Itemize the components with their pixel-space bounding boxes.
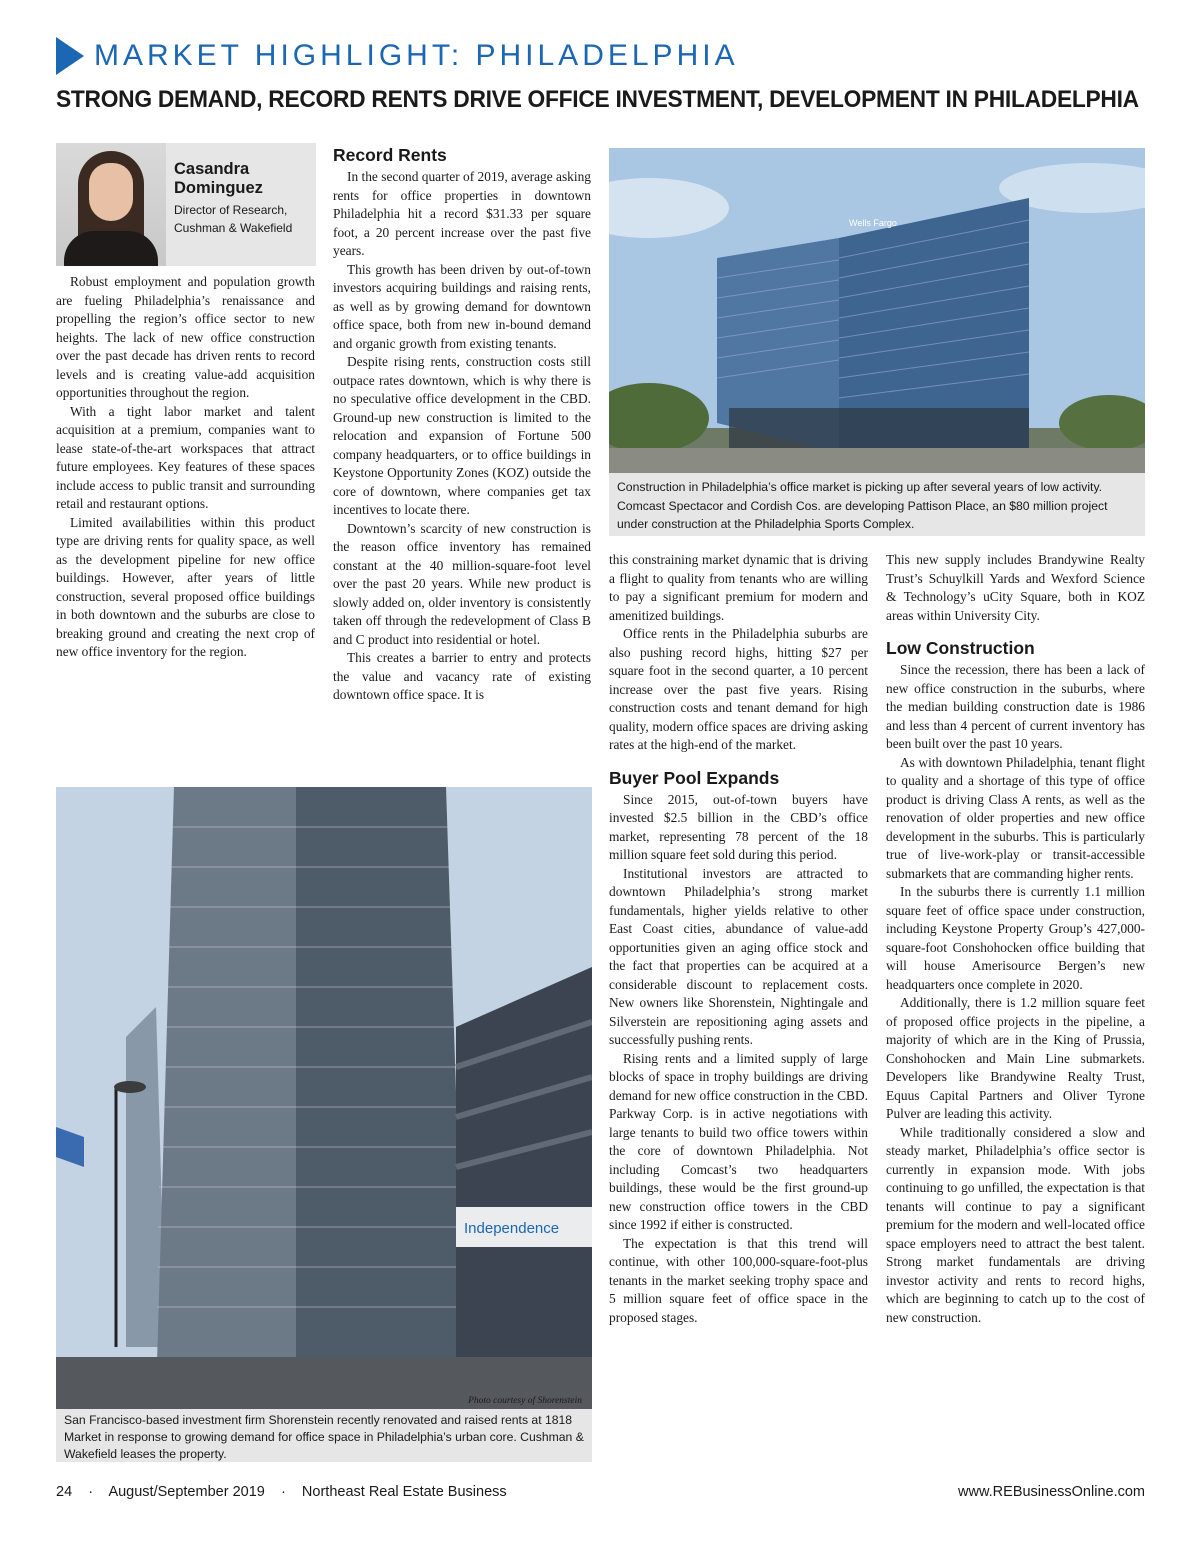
paragraph: Despite rising rents, construction costs still outpace rates downtown, which is why there is no speculative office development in the CBD. Ground-up new construction is limited to the relocation and expansion of Fortune 500 company headquarters, or to office buildings in Keystone Opportunity Zones (KOZ) outside the core of downtown, where companies get tax incentives to locate there. (333, 354, 591, 517)
paragraph: This new supply includes Brandywine Realty Trust’s Schuylkill Yards and Wexford Science & Technology’s uCity Square, both in KOZ areas within University City. (886, 552, 1145, 623)
paragraph: Since 2015, out-of-town buyers have invested $2.5 billion in the CBD’s office market, representing 78 percent of the 18 million square feet sold during this period. (609, 791, 868, 862)
column-4 (886, 551, 1145, 1327)
author-photo (56, 143, 166, 266)
paragraph: The expectation is that this trend will continue, with other 100,000-square-foot-plus tenants in the market seeking trophy space and 5 million square feet of office space in the proposed stages. (609, 1235, 868, 1325)
column-3 (609, 551, 868, 1327)
paragraph: Since the recession, there has been a lack of new office construction in the suburbs, where the median building construction date is 1986 and less than 4 percent of current inventory has been built over the past 10 years. (886, 662, 1145, 751)
photo-bottom-caption: San Francisco-based investment firm Shorenstein recently renovated and raised rents at 1818 Market in response to growing demand for office space in Philadelphia’s urban core. Cushman & Wakefield leases the property. (56, 1409, 592, 1462)
photo-pattison-place-image (609, 148, 1145, 473)
footer-left (56, 1484, 507, 1500)
author-title-line2: Cushman & Wakefield (174, 221, 293, 235)
article-headline: STRONG DEMAND, RECORD RENTS DRIVE OFFICE INVESTMENT, DEVELOPMENT IN PHILADELPHIA (56, 86, 1139, 113)
section-heading-low-construction: Low Construction (886, 638, 1035, 658)
photo-1818-market (56, 787, 592, 1462)
paragraph: Institutional investors are attracted to downtown Philadelphia’s strong market fundamentals, higher yields relative to other East Coast cities, abundance of value-add opportunities given an aging office stock and the fact that properties can be acquired at a considerable discount to replacement costs. New owners like Shorenstein, Nightingale and Silverstein are repositioning aging assets and successfully pushing rents. (609, 865, 868, 1047)
column-2 (333, 140, 591, 705)
kicker-text: MARKET HIGHLIGHT: PHILADELPHIA (94, 39, 739, 72)
photo-top-caption: Construction in Philadelphia’s office market is picking up after several years of low activity. Comcast Spectacor and Cordish Cos. are developing Pattison Place, an $80 million project under construction at the Philadelphia Sports Complex. (609, 473, 1145, 536)
issue-date: August/September 2019 (108, 1484, 265, 1500)
paragraph: In the suburbs there is currently 1.1 million square feet of office space under construction, including Keystone Property Group’s 427,000-square-foot Conshohocken office building that will house Amerisource Bergen’s new headquarters once complete in 2020. (886, 884, 1145, 992)
website-url[interactable]: www.REBusinessOnline.com (958, 1484, 1145, 1500)
section-heading-record-rents: Record Rents (333, 145, 447, 165)
kicker-arrow-icon (56, 37, 84, 75)
paragraph: With a tight labor market and talent acquisition at a premium, companies want to lease state-of-the-art workspaces that attract future employees. Key features of these spaces include access to public transit and surrounding retail and restaurant options. (56, 403, 315, 511)
page-footer (56, 1484, 1145, 1500)
building-sign: Wells Fargo (849, 218, 897, 228)
paragraph: Downtown’s scarcity of new construction is the reason office inventory has remained constant at the 40 million-square-foot level over the past 20 years. While new product is slowly added on, older inventory is consistently taken off through the redevelopment of Class B and C product into residential or hotel. (333, 520, 591, 647)
author-box (56, 143, 316, 266)
paragraph: Rising rents and a limited supply of large blocks of space in trophy buildings are driving demand for new office construction in the CBD. Parkway Corp. is in active negotiations with large tenants to build two office towers within the core of downtown Philadelphia. Not including Comcast’s two headquarters buildings, these would be the first ground-up new construction office towers in the CBD since 1992 if either is constructed. (609, 1050, 868, 1232)
page-number: 24 (56, 1484, 73, 1500)
author-name: Casandra Dominguez (174, 160, 263, 197)
paragraph: As with downtown Philadelphia, tenant flight to quality and a shortage of this type of office product is driving Class A rents, as well as the renovation of older properties and new office development in the suburbs. This is particularly true of live-work-play or transit-accessible submarkets that are commanding higher rents. (886, 754, 1145, 881)
column-1 (56, 273, 315, 662)
publication-name: Northeast Real Estate Business (301, 1484, 507, 1500)
paragraph: This creates a barrier to entry and protects the value and vacancy rate of existing downtown office space. It is (333, 650, 591, 702)
section-kicker (56, 36, 739, 76)
photo-pattison-place (609, 148, 1145, 536)
paragraph: Limited availabilities within this product type are driving rents for quality space, as well as the development pipeline for new office buildings. However, after years of little construction, several proposed office buildings in both downtown and the suburbs are close to breaking ground and creating the next crop of new office inventory for the region. (56, 514, 315, 659)
independence-sign: Independence (464, 1220, 560, 1237)
paragraph: In the second quarter of 2019, average asking rents for office properties in downtown Philadelphia hit a record $31.33 per square foot, a 20 percent increase over the past five years. (333, 169, 591, 258)
paragraph: While traditionally considered a slow and steady market, Philadelphia’s office sector is currently in expansion mode. With jobs continuing to go unfilled, the expectation is that tenants will continue to pay a significant premium for the modern and well-located office space employers need to attract the best talent. Strong market fundamentals are driving investor activity and rents to record highs, which are beginning to catch up to the cost of new construction. (886, 1124, 1145, 1325)
author-title (174, 201, 314, 237)
footer-separator: · (88, 1484, 94, 1500)
photo-credit: Photo courtesy of Shorenstein (468, 1396, 582, 1406)
photo-1818-market-image (56, 787, 592, 1409)
paragraph: This growth has been driven by out-of-town investors acquiring buildings and raising rents, as well as by growing demand for downtown office space, both from new in-bound demand and organic growth from existing tenants. (333, 261, 591, 351)
author-title-line1: Director of Research, (174, 203, 288, 217)
footer-separator: · (280, 1484, 286, 1500)
paragraph: Additionally, there is 1.2 million square feet of proposed office projects in the pipeline, a majority of which are in the King of Prussia, Conshohocken and Main Line submarkets. Developers like Brandywine Realty Trust, Equus Capital Partners and Oliver Tyrone Pulver are leading this activity. (886, 995, 1145, 1121)
paragraph: Office rents in the Philadelphia suburbs are also pushing record highs, hitting $27 per square foot in the second quarter, a 10 percent increase over the past five years. Rising construction costs and tenant demand for high quality, modern office spaces are driving asking rates at the high-end of the market. (609, 626, 868, 752)
paragraph: this constraining market dynamic that is driving a flight to quality from tenants who are willing to pay a significant premium for modern and amenitized buildings. (609, 552, 868, 623)
section-heading-buyer-pool: Buyer Pool Expands (609, 767, 780, 788)
paragraph: Robust employment and population growth are fueling Philadelphia’s renaissance and propelling the region’s office sector to new heights. The lack of new office construction over the past decade has driven rents to record levels and is creating value-add acquisition opportunities throughout the region. (56, 274, 315, 400)
